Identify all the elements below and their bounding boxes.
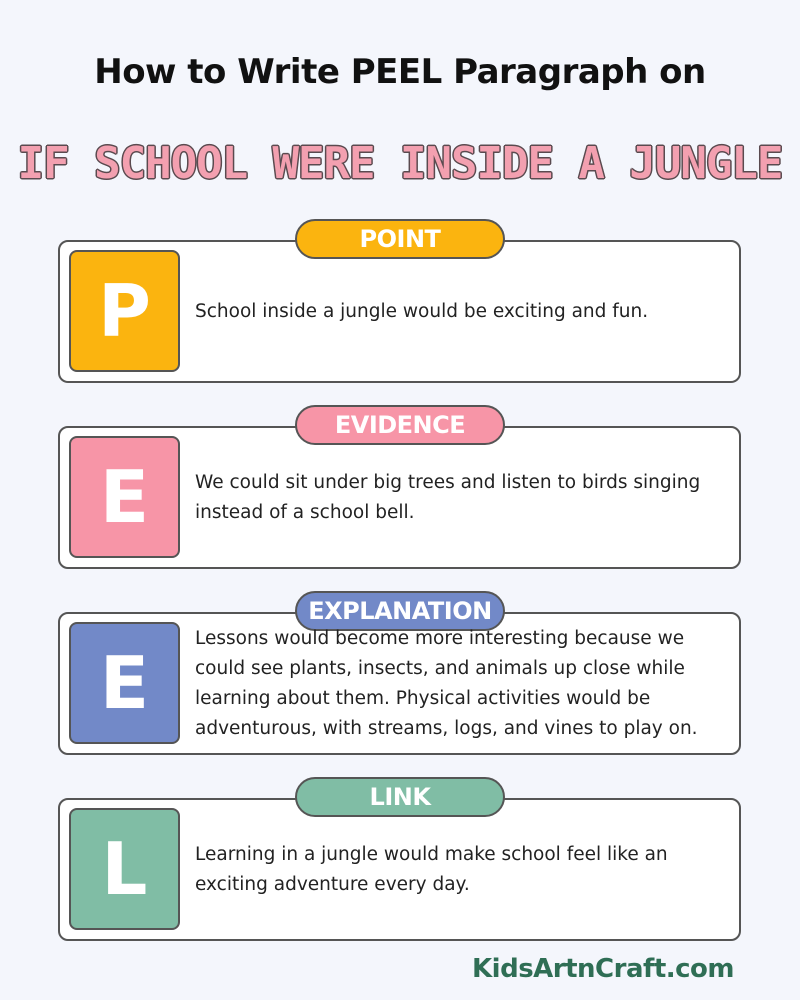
evidence-text: We could sit under big trees and listen to birds singing instead of a school bell. [195, 471, 701, 523]
section-point [58, 219, 741, 362]
explanation-letter-tile: E [69, 622, 180, 744]
page-title: How to Write PEEL Paragraph on [94, 52, 706, 92]
link-letter-tile: L [69, 808, 180, 930]
point-text: School inside a jungle would be exciting and fun. [195, 300, 649, 322]
section-evidence [58, 405, 741, 548]
topic-title: IF SCHOOL WERE INSIDE A JUNGLE [17, 138, 783, 189]
point-label: POINT [295, 219, 505, 259]
evidence-label: EVIDENCE [295, 405, 505, 445]
explanation-label: EXPLANATION [295, 591, 505, 631]
link-text: Learning in a jungle would make school feel like an exciting adventure every day. [195, 843, 668, 895]
point-letter-tile: P [69, 250, 180, 372]
link-label: LINK [295, 777, 505, 817]
section-link [58, 777, 741, 920]
explanation-text: Lessons would become more interesting because we could see plants, insects, and animals up close while learning about them. Physical activities would be adventurous, with streams, logs, and vines to play on. [195, 627, 698, 739]
section-explanation [58, 591, 741, 739]
site-brand[interactable]: KidsArtnCraft.com [472, 954, 734, 984]
evidence-letter-tile: E [69, 436, 180, 558]
